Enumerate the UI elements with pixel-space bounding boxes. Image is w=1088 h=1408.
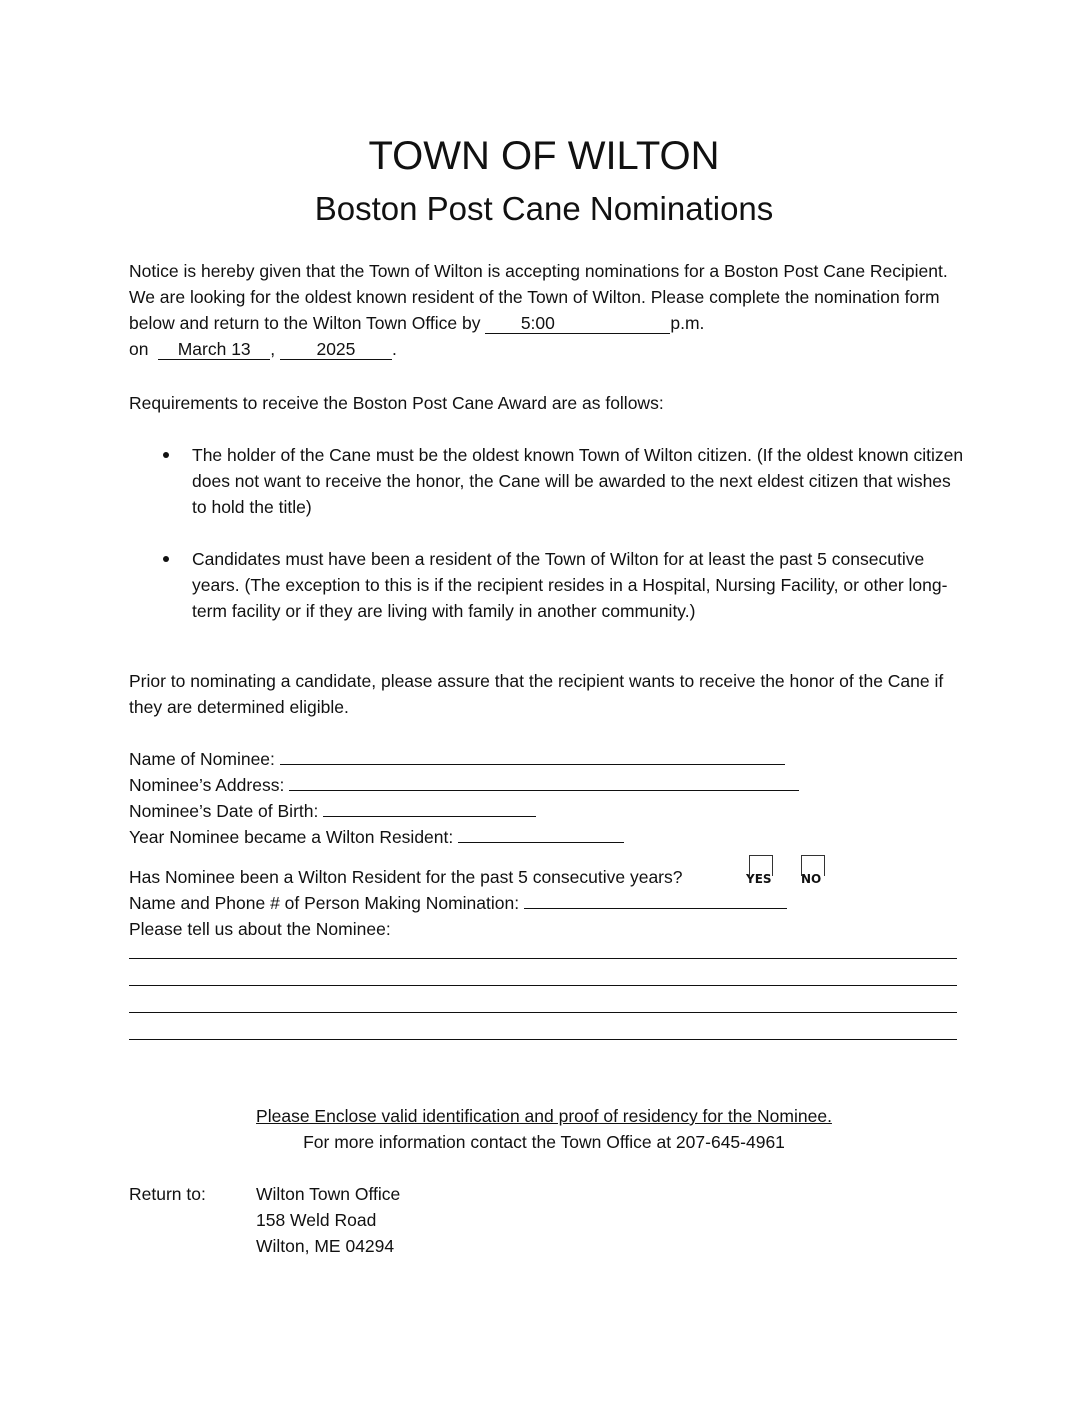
date-field[interactable]: [158, 339, 270, 360]
about-line[interactable]: [129, 942, 957, 959]
about-line[interactable]: [129, 959, 957, 986]
nominee-name-field[interactable]: [280, 746, 785, 765]
year-value: 2025: [316, 339, 356, 359]
requirement-item: Candidates must have been a resident of the Town of Wilton for at least the past 5 consecutive years. (The exception to this is if the recipient resides in a Hospital, Nursing Facility, or other long-term facility or if they are living with family in another community.): [129, 546, 969, 624]
nominator-label: Name and Phone # of Person Making Nomination:: [129, 893, 520, 913]
enclose-note: [0, 1103, 1088, 1129]
about-line[interactable]: [129, 1013, 957, 1040]
page-title: TOWN OF WILTON: [368, 134, 720, 178]
requirements-list: [129, 442, 969, 624]
address-line: 158 Weld Road: [256, 1210, 377, 1230]
prior-note: Prior to nominating a candidate, please assure that the recipient wants to receive the honor of the Cane if they are determined eligible.: [129, 671, 944, 717]
nominee-dob-field[interactable]: [323, 798, 536, 817]
notice-text: Notice is hereby given that the Town of Wilton is accepting nominations for a Boston Post Cane Recipient. We are looking for the oldest known resident of the Town of Wilton. Please complete the nomination form below and return to the Wilton Town Office by: [129, 261, 948, 333]
no-label: NO: [801, 872, 822, 886]
time-field[interactable]: [485, 313, 670, 334]
resident-year-label: Year Nominee became a Wilton Resident:: [129, 827, 454, 847]
contact-info: For more information contact the Town Office at 207-645-4961: [303, 1132, 785, 1152]
time-value: 5:00: [520, 313, 555, 333]
requirement-item: The holder of the Cane must be the oldest known Town of Wilton citizen. (If the oldest known citizen does not want to receive the honor, the Cane will be awarded to the next eldest citizen that wishes to hold the title): [129, 442, 969, 520]
nominee-address-label: Nominee’s Address:: [129, 775, 285, 795]
resident-year-field[interactable]: [458, 824, 624, 843]
address-line: Wilton Town Office: [256, 1184, 401, 1204]
nominee-name-label: Name of Nominee:: [129, 749, 275, 769]
return-label: Return to:: [129, 1184, 206, 1204]
nominee-dob-label: Nominee’s Date of Birth:: [129, 801, 319, 821]
notice-paragraph: Notice is hereby given that the Town of Wilton is accepting nominations for a Boston Post Cane Recipient. We are looking for the oldest known resident of the Town of Wilton. Please complete the nomination form below and return to the Wilton Town Office by 5:00 p.m. on March 13 , 2025 .: [129, 261, 948, 359]
date-value: March 13: [177, 339, 251, 359]
requirements-intro: Requirements to receive the Boston Post Cane Award are as follows:: [129, 393, 664, 413]
year-field[interactable]: [280, 339, 392, 360]
on-label: on: [129, 339, 149, 359]
pm-label: p.m.: [670, 313, 705, 333]
yes-label: YES: [746, 872, 772, 886]
nominator-field[interactable]: [524, 890, 787, 909]
enclose-text: Please Enclose valid identification and proof of residency for the Nominee.: [256, 1106, 832, 1126]
page-subtitle: Boston Post Cane Nominations: [314, 190, 774, 227]
return-address: [256, 1181, 400, 1259]
resident-question: Has Nominee been a Wilton Resident for the past 5 consecutive years?: [129, 867, 683, 887]
about-label: Please tell us about the Nominee:: [129, 919, 391, 939]
nomination-form: [129, 746, 1029, 1040]
nominee-address-field[interactable]: [289, 772, 799, 791]
address-line: Wilton, ME 04294: [256, 1236, 395, 1256]
about-line[interactable]: [129, 986, 957, 1013]
